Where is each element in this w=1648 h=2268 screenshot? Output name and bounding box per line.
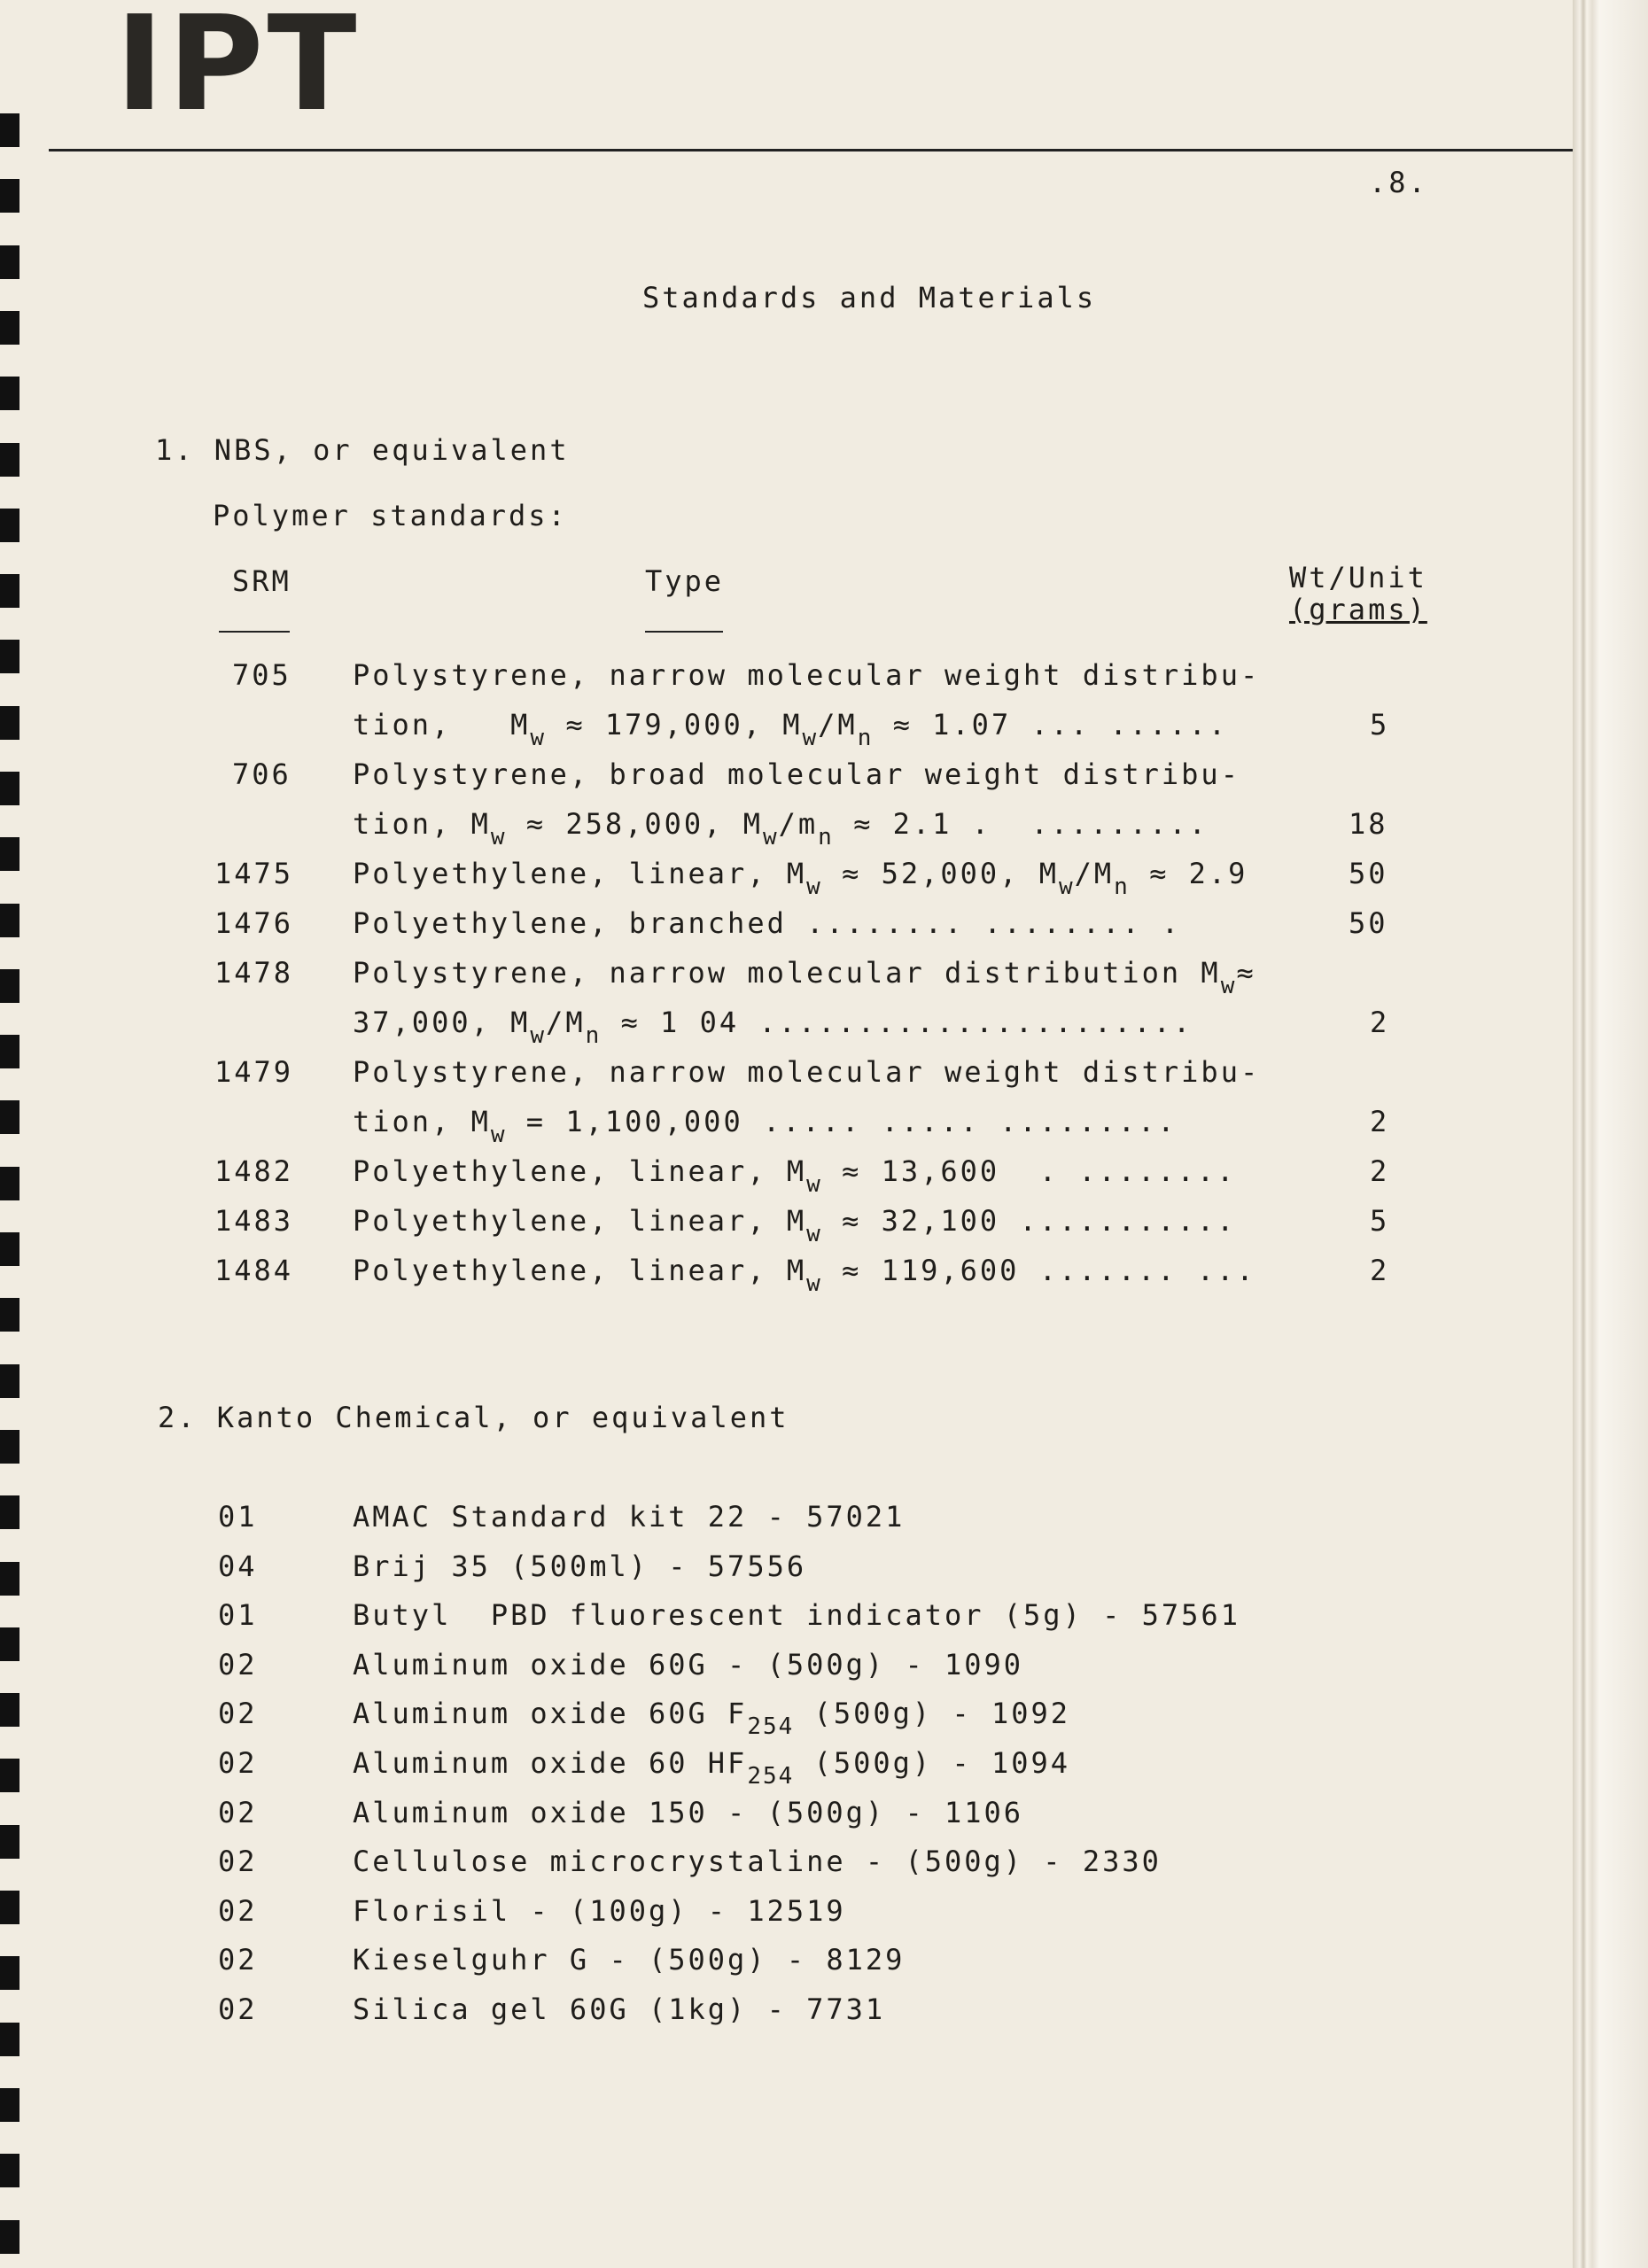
item-quantity: 02 [218,1943,258,1977]
srm-number: 1476 [214,906,294,940]
standard-description-line [353,907,1181,939]
item-quantity: 02 [218,1648,258,1682]
item-description [353,1599,1240,1631]
item-quantity: 02 [218,1746,258,1780]
srm-number: 706 [232,757,292,791]
text-segment: Polystyrene, narrow molecular weight distribu- [353,1055,1261,1089]
text-segment: Polyethylene, linear, M [353,857,807,890]
weight-per-unit: 2 [1370,1254,1390,1287]
item-quantity: 02 [218,1845,258,1878]
text-segment: ≈ 2.9 [1129,857,1248,890]
text-segment: /M [1074,857,1115,890]
subscript: w [806,1221,822,1247]
text-segment: Polyethylene, linear, M [353,1154,807,1188]
text-segment: Polyethylene, linear, M [353,1254,807,1287]
header-rule [49,149,1573,151]
item-quantity: 02 [218,1796,258,1829]
text-segment: ≈ 1.07 ... ...... [873,708,1229,742]
standard-description-line [353,1204,1237,1247]
subscript: 254 [747,1763,795,1790]
binding-hole [0,1956,19,1990]
binding-hole [0,1167,19,1200]
binding-hole [0,509,19,542]
subscript: n [1114,874,1130,900]
text-segment: /M [546,1006,586,1039]
srm-number: 1478 [214,956,294,990]
standard-description-line [353,758,1240,790]
subscript: w [806,874,822,900]
standard-description-line [353,708,1229,751]
binding-hole [0,1693,19,1727]
type-underline [645,631,723,633]
text-segment: Brij 35 (500ml) - 57556 [353,1550,807,1583]
standard-description-line [353,1105,1178,1148]
text-segment: Polyethylene, linear, M [353,1204,807,1238]
binding-hole [0,837,19,871]
binding-hole [0,2220,19,2254]
subscript: n [585,1022,602,1049]
binding-hole [0,2023,19,2056]
subscript: 254 [747,1713,795,1740]
srm-number: 1475 [214,857,294,890]
text-segment: (500g) - 1094 [794,1746,1070,1780]
text-segment: Polystyrene, narrow molecular weight distribu- [353,658,1261,692]
binding-hole [0,1430,19,1464]
text-segment: ≈ 1 04 ...................... [601,1006,1193,1039]
subscript: w [530,1022,547,1049]
binding-hole [0,1759,19,1792]
subscript: w [802,725,819,751]
item-description [353,1550,806,1582]
text-segment: ≈ 13,600 . ........ [821,1154,1237,1188]
srm-number: 705 [232,658,292,692]
text-segment: Florisil - (100g) - 12519 [353,1894,846,1928]
subscript: w [806,1270,822,1297]
text-segment: /m [778,807,819,841]
binding-hole [0,1627,19,1661]
section-1-heading: 1. NBS, or equivalent [155,433,570,467]
binding-hole [0,1035,19,1068]
text-segment: Aluminum oxide 60G - (500g) - 1090 [353,1648,1024,1682]
text-segment: Aluminum oxide 60G F [353,1697,748,1730]
section-2-heading: 2. Kanto Chemical, or equivalent [158,1401,789,1434]
item-description [353,1993,885,2025]
binding-hole [0,113,19,147]
text-segment: Polystyrene, broad molecular weight distribu- [353,757,1240,791]
item-quantity: 02 [218,1992,258,2026]
binding-hole [0,179,19,213]
srm-number: 1483 [214,1204,294,1238]
binding-hole [0,1232,19,1266]
binding-hole [0,1100,19,1134]
column-header-grams: (grams) [1289,593,1427,626]
weight-per-unit: 50 [1349,906,1388,940]
text-segment: 37,000, M [353,1006,531,1039]
column-header-srm: SRM [232,564,292,598]
weight-per-unit: 2 [1370,1154,1390,1188]
item-quantity: 02 [218,1697,258,1730]
srm-number: 1479 [214,1055,294,1089]
text-segment: ≈ 32,100 ........... [821,1204,1237,1238]
binding-hole [0,2088,19,2122]
item-description [353,1501,905,1533]
column-header-wt-unit: Wt/Unit [1289,561,1427,594]
subscript: w [806,1171,822,1198]
subscript: n [857,725,874,751]
item-description [353,1697,1070,1740]
item-description [353,1797,1023,1829]
subscript: w [490,1122,507,1148]
item-quantity: 04 [218,1550,258,1583]
binding-hole [0,1891,19,1924]
text-segment: Aluminum oxide 60 HF [353,1746,748,1780]
text-segment: /M [818,708,858,742]
weight-per-unit: 2 [1370,1006,1390,1039]
standard-description-line [353,1254,1256,1297]
subscript: w [1220,973,1237,999]
text-segment: AMAC Standard kit 22 - 57021 [353,1500,906,1534]
text-segment: ≈ [1236,956,1256,990]
text-segment: ≈ 52,000, M [821,857,1059,890]
column-header-type: Type [645,564,725,598]
binding-hole [0,1364,19,1398]
text-segment: Cellulose microcrystaline - (500g) - 2330 [353,1845,1162,1878]
text-segment: ≈ 258,000, M [506,807,763,841]
binding-hole [0,574,19,608]
page-edge-stack [1573,0,1648,2268]
weight-per-unit: 18 [1349,807,1388,841]
binding-hole [0,1825,19,1859]
binding-hole [0,969,19,1003]
srm-number: 1482 [214,1154,294,1188]
polymer-standards-subheading: Polymer standards: [213,499,568,532]
binding-hole [0,706,19,740]
standard-description-line [353,1056,1260,1088]
text-segment: Polystyrene, narrow molecular distribution M [353,956,1221,990]
text-segment: tion, M [353,1105,491,1138]
binding-hole [0,245,19,279]
text-segment: Kieselguhr G - (500g) - 8129 [353,1943,906,1977]
subscript: n [818,824,834,850]
weight-per-unit: 5 [1370,708,1390,742]
item-quantity: 01 [218,1500,258,1534]
weight-per-unit: 50 [1349,857,1388,890]
weight-per-unit: 5 [1370,1204,1390,1238]
item-quantity: 01 [218,1598,258,1632]
text-segment: Polyethylene, branched ........ ........ . [353,906,1182,940]
binding-holes [0,0,23,2268]
subscript: w [762,824,779,850]
standard-description-line [353,956,1256,999]
item-description [353,1845,1162,1877]
item-description [353,1649,1023,1681]
binding-hole [0,311,19,345]
page-title: Standards and Materials [642,281,1097,315]
standard-description-line [353,807,1209,850]
text-segment: ≈ 2.1 . ......... [833,807,1209,841]
text-segment: = 1,100,000 ..... ..... ......... [506,1105,1178,1138]
binding-hole [0,443,19,477]
binding-hole [0,1298,19,1332]
text-segment: tion, M [353,807,491,841]
text-segment: tion, M [353,708,531,742]
srm-underline [219,631,290,633]
srm-number: 1484 [214,1254,294,1287]
binding-hole [0,2154,19,2187]
binding-hole [0,904,19,937]
subscript: w [490,824,507,850]
binding-hole [0,640,19,673]
text-segment: Silica gel 60G (1kg) - 7731 [353,1992,886,2026]
ipt-logo: IPT [115,0,361,140]
page-number: .8. [1369,166,1428,199]
item-quantity: 02 [218,1894,258,1928]
text-segment: ≈ 119,600 ....... ... [821,1254,1256,1287]
text-segment: ≈ 179,000, M [546,708,803,742]
subscript: w [530,725,547,751]
weight-per-unit: 2 [1370,1105,1390,1138]
standard-description-line [353,1006,1193,1049]
binding-hole [0,1495,19,1529]
standard-description-line [353,1154,1237,1198]
binding-hole [0,1562,19,1596]
text-segment: Butyl PBD fluorescent indicator (5g) - 57561 [353,1598,1240,1632]
text-segment: (500g) - 1092 [794,1697,1070,1730]
item-description [353,1746,1070,1790]
binding-hole [0,377,19,410]
text-segment: Aluminum oxide 150 - (500g) - 1106 [353,1796,1024,1829]
subscript: w [1058,874,1075,900]
item-description [353,1895,846,1927]
standard-description-line [353,659,1260,691]
binding-hole [0,772,19,805]
item-description [353,1944,905,1976]
standard-description-line [353,857,1248,900]
